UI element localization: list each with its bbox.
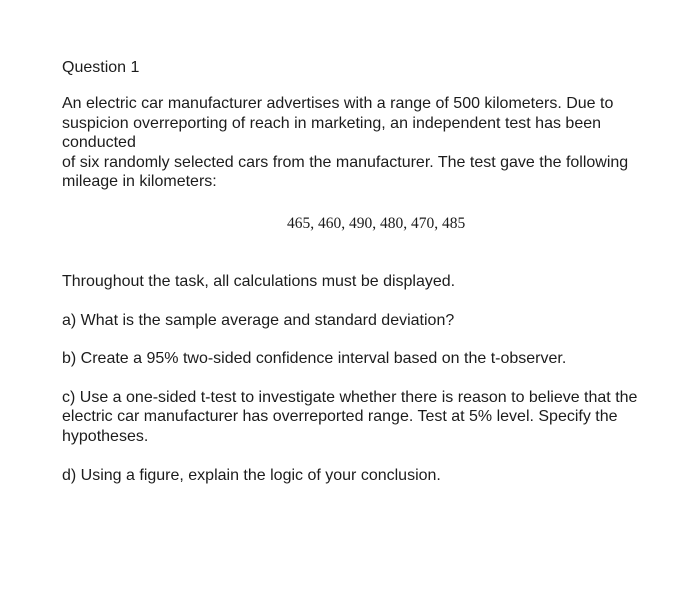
question-line: c) Use a one-sided t-test to investigate whether there is reason to believe that the [62, 388, 638, 406]
question-title: Question 1 [62, 59, 140, 76]
intro-paragraph [62, 94, 682, 192]
intro-line: suspicion overreporting of reach in marketing, an independent test has been [62, 114, 602, 132]
question-d [62, 466, 682, 486]
intro-line: conducted [62, 134, 136, 152]
intro-line: mileage in kilometers: [62, 173, 217, 191]
question-line: b) Create a 95% two-sided confidence interval based on the t-observer. [62, 350, 567, 368]
question-line: d) Using a figure, explain the logic of your conclusion. [62, 466, 441, 484]
question-a [62, 311, 682, 331]
question-c [62, 388, 682, 447]
question-line: electric car manufacturer has overreported range. Test at 5% level. Specify the [62, 408, 618, 426]
document-page [62, 58, 682, 485]
intro-line: An electric car manufacturer advertises with a range of 500 kilometers. Due to [62, 95, 614, 112]
question-line: hypotheses. [62, 427, 149, 445]
intro-line: of six randomly selected cars from the manufacturer. The test gave the following [62, 153, 629, 171]
question-line: a) What is the sample average and standard deviation? [62, 311, 455, 329]
mileage-values: 465, 460, 490, 480, 470, 485 [287, 214, 466, 232]
instruction-text: Throughout the task, all calculations must be displayed. [62, 272, 456, 290]
question-b [62, 349, 682, 369]
